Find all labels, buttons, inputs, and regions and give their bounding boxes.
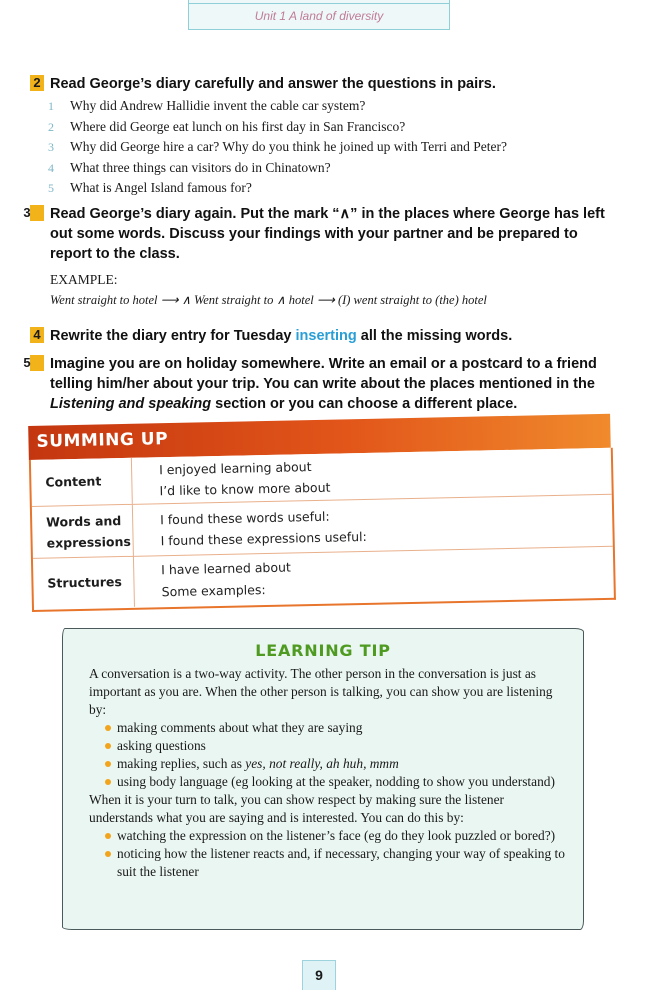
exercise-4-instruction: 4 Rewrite the diary entry for Tuesday inserting all the missing words. [30,326,620,346]
tip-bullets-speaking [89,827,569,881]
question-item: 2 Where did George eat lunch on his first day in San Francisco? [48,118,406,134]
header-rule [189,3,449,4]
exercise-3-instruction: 3 Read George’s diary again. Put the mark “∧” in the places where George has left out some words. Discuss your findings with your partner and be prepared to report to the class. [23,205,605,262]
exercise-number-badge: 5 [30,355,44,371]
row-line: I found these expressions useful: [160,528,367,549]
row-line: I found these words useful: [160,508,330,528]
tip-bullet: asking questions [105,737,569,755]
tip-middle: When it is your turn to talk, you can show respect by making sure the listener understands what you are saying and is interested. You can do this by: [89,792,505,825]
tip-bullet: noticing how the listener reacts and, if necessary, changing your way of speaking to suit the listener [105,845,569,881]
unit-header-tab [188,0,450,30]
example-label: EXAMPLE: [50,272,118,287]
question-item: 4 What three things can visitors do in Chinatown? [48,159,331,175]
row-label: Content [45,473,102,490]
row-line: I enjoyed learning about [158,459,312,478]
tip-bullet: watching the expression on the listener’s face (eg do they look puzzled or bored?) [105,827,569,845]
example-text: Went straight to hotel ⟶ ∧ Went straight to ∧ hotel ⟶ (I) went straight to (the) hotel [50,293,487,307]
summing-up-row-structures [33,546,614,609]
learning-tip-body [89,665,569,881]
tip-intro: A conversation is a two-way activity. The other person in the conversation is just as important as you are. When the other person is talking, you can show you are listening by: [89,666,553,717]
tip-bullet: making comments about what they are saying [105,719,569,737]
learning-tip-title: LEARNING TIP [255,641,391,660]
summing-up-title: SUMMING UP [36,429,169,452]
exercise-2-instruction: 2 Read George’s diary carefully and answer the questions in pairs. [30,74,620,94]
exercise-5 [23,354,620,414]
summing-up-table [29,448,616,612]
learning-tip-box [62,628,584,930]
exercise-number-badge: 3 [30,205,44,221]
row-line: Some examples: [161,582,266,600]
exercise-5-instruction: 5 Imagine you are on holiday somewhere. Write an email or a postcard to a friend telling him/her about your trip. You can write about the places mentioned in the Listening and speaking section or you can choose a different place. [23,355,597,412]
tip-bullet: using body language (eg looking at the speaker, nodding to show you understand) [105,773,569,791]
summing-up-box [28,406,614,614]
unit-title: Unit 1 A land of diversity [254,9,384,23]
question-list [30,96,620,199]
question-item: 1 Why did Andrew Hallidie invent the cable car system? [48,98,366,113]
exercise-4 [30,326,620,346]
row-label: Words and [46,513,122,530]
exercise-3 [23,204,620,308]
row-label: Structures [47,574,123,591]
highlight-word: inserting [295,328,357,344]
question-item: 3 Why did George hire a car? Why do you think he joined up with Terri and Peter? [48,139,507,154]
row-label: expressions [46,533,131,551]
page-number: 9 [302,960,336,990]
row-line: I’d like to know more about [159,479,331,499]
exercise-number-badge: 2 [30,75,44,91]
row-line: I have learned about [161,559,291,578]
tip-bullet: making replies, such as yes, not really, ah huh, mmm [105,755,569,773]
question-item: 5 What is Angel Island famous for? [48,180,252,195]
tip-bullets-listening [89,719,569,791]
exercise-2 [30,74,620,199]
exercise-number-badge: 4 [30,327,44,343]
